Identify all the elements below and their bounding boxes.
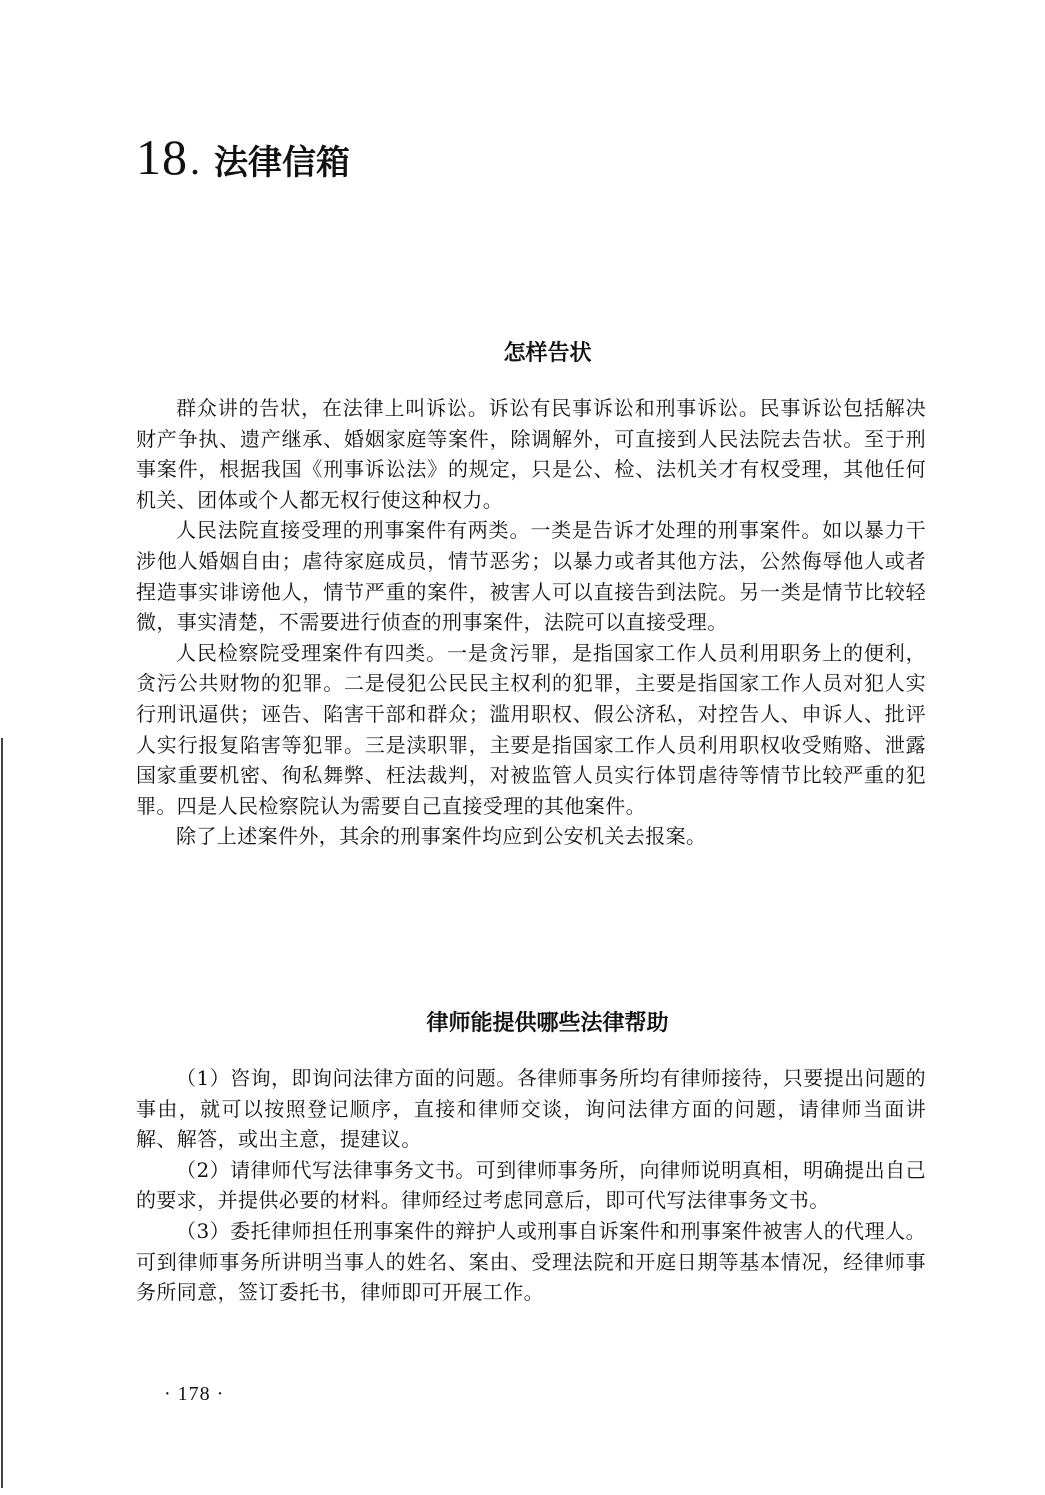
paragraph: 群众讲的告状，在法律上叫诉讼。诉讼有民事诉讼和刑事诉讼。民事诉讼包括解决财产争执、遗产继承、婚姻家庭等案件，除调解外，可直接到人民法院去告状。至于刑事案件，根据我国《刑事诉讼法》的规定，只是公、检、法机关才有权受理，其他任何机关、团体或个人都无权行使这种权力。 [136,396,926,512]
page-number: · 178 · [164,1383,225,1405]
chapter-number-dot: . [190,138,200,183]
chapter-title: 法律信箱 [214,143,350,183]
paragraph: 人民法院直接受理的刑事案件有两类。一类是告诉才处理的刑事案件。如以暴力干涉他人婚姻自由；虐待家庭成员，情节恶劣；以暴力或者其他方法，公然侮辱他人或者捏造事实诽谤他人，情节严重的案件，被害人可以直接告到法院。另一类是情节比较轻微，事实清楚，不需要进行侦查的刑事案件，法院可以直接受理。 [136,518,926,635]
paragraph: （2）请律师代写法律事务文书。可到律师事务所，向律师说明真相，明确提出自己的要求，并提供必要的材料。律师经过考虑同意后，即可代写法律事务文书。 [136,1157,926,1213]
paragraph: 除了上述案件外，其余的刑事案件均应到公安机关去报案。 [176,824,707,849]
paragraph: （1）咨询，即询问法律方面的问题。各律师事务所均有律师接待，只要提出问题的事由，就可以按照登记顺序，直接和律师交谈，询问法律方面的问题，请律师当面讲解、解答，或出主意，提建议。 [136,1066,926,1152]
paragraph: 人民检察院受理案件有四类。一是贪污罪，是指国家工作人员利用职务上的便利，贪污公共财物的犯罪。二是侵犯公民民主权利的犯罪，主要是指国家工作人员对犯人实行刑讯逼供；诬告、陷害干部和群众；滥用职权、假公济私，对控告人、申诉人、批评人实行报复陷害等犯罪。三是渎职罪，主要是指国家工作人员利用职权收受贿赂、泄露国家重要机密、徇私舞弊、枉法裁判，对被监管人员实行体罚虐待等情节比较严重的犯罪。四是人民检察院认为需要自己直接受理的其他案件。 [136,640,926,818]
paragraph: （3）委托律师担任刑事案件的辩护人或刑事自诉案件和刑事案件被害人的代理人。可到律师事务所讲明当事人的姓名、案由、受理法院和开庭日期等基本情况，经律师事务所同意，签订委托书，律师即可开展工作。 [136,1218,926,1305]
chapter-number: 18 [136,129,188,185]
section-body-how-to-sue [136,393,926,852]
section-heading-how-to-sue: 怎样告状 [503,341,592,366]
chapter-heading [136,128,350,186]
scan-edge-line [1,738,3,1488]
section-body-lawyer-help [136,1063,926,1308]
section-heading-lawyer-help: 律师能提供哪些法律帮助 [426,1011,669,1036]
